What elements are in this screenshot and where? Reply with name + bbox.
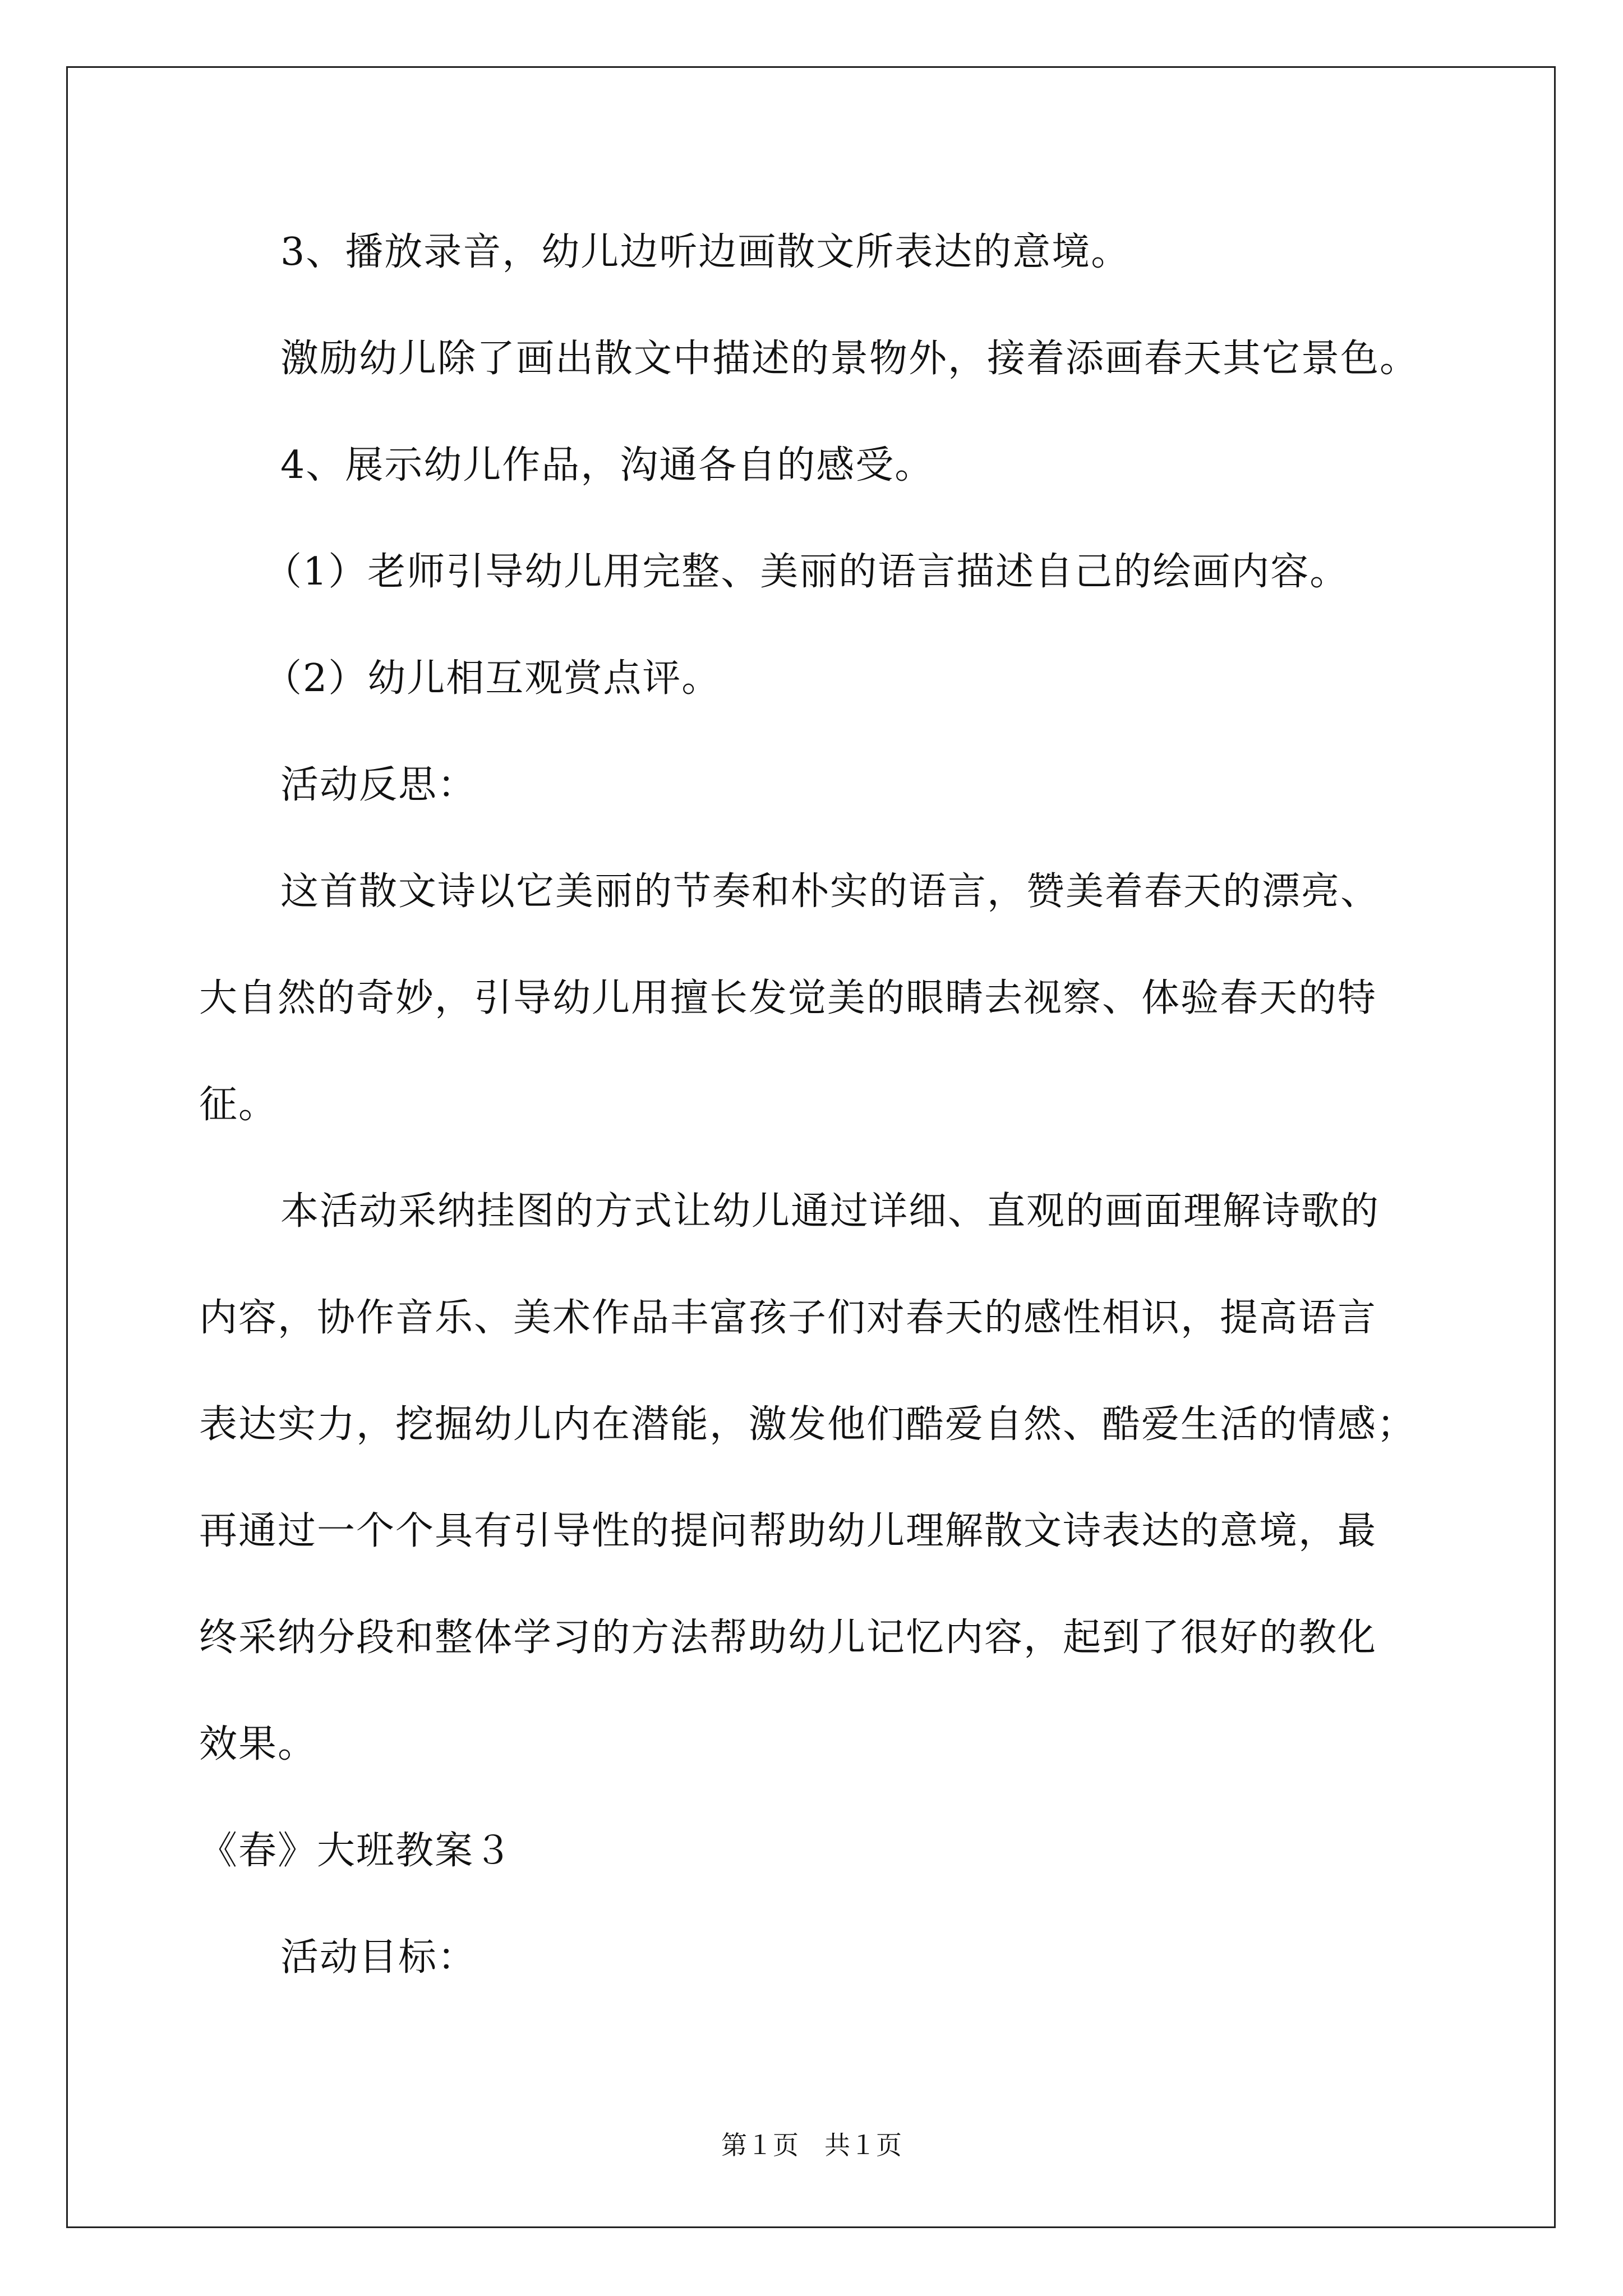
page-footer: 第１页 共１页	[721, 2130, 902, 2160]
step-3-line: 3、播放录音，幼儿边听边画散文所表达的意境。	[280, 230, 1131, 274]
step-4-sub-2-line: （2）幼儿相互观赏点评。	[264, 656, 721, 701]
reflection-paragraph-2-line-3: 表达实力，挖掘幼儿内在潜能，激发他们酷爱自然、酷爱生活的情感；	[199, 1402, 1417, 1447]
reflection-paragraph-2-line-1: 本活动采纳挂图的方式让幼儿通过详细、直观的画面理解诗歌的	[280, 1189, 1380, 1234]
page-border	[66, 66, 1556, 2228]
activity-goals-heading: 活动目标：	[280, 1935, 477, 1980]
reflection-heading: 活动反思：	[280, 763, 477, 807]
reflection-paragraph-2-line-2: 内容，协作音乐、美术作品丰富孩子们对春天的感性相识，提高语言	[199, 1296, 1377, 1340]
reflection-paragraph-2-line-6: 效果。	[199, 1722, 317, 1766]
step-3-detail-line: 激励幼儿除了画出散文中描述的景物外，接着添画春天其它景色。	[280, 337, 1419, 381]
step-4-sub-1-line: （1）老师引导幼儿用完整、美丽的语言描述自己的绘画内容。	[264, 550, 1349, 594]
reflection-paragraph-2-line-4: 再通过一个个具有引导性的提问帮助幼儿理解散文诗表达的意境，最	[199, 1509, 1377, 1553]
reflection-paragraph-1-line-3: 征。	[199, 1083, 278, 1127]
reflection-paragraph-2-line-5: 终采纳分段和整体学习的方法帮助幼儿记忆内容，起到了很好的教化	[199, 1616, 1377, 1660]
step-4-line: 4、展示幼儿作品，沟通各自的感受。	[280, 443, 934, 487]
section-title: 《春》大班教案３	[199, 1829, 514, 1873]
reflection-paragraph-1-line-1: 这首散文诗以它美丽的节奏和朴实的语言，赞美着春天的漂亮、	[280, 869, 1380, 914]
reflection-paragraph-1-line-2: 大自然的奇妙，引导幼儿用擅长发觉美的眼睛去视察、体验春天的特	[199, 976, 1377, 1020]
